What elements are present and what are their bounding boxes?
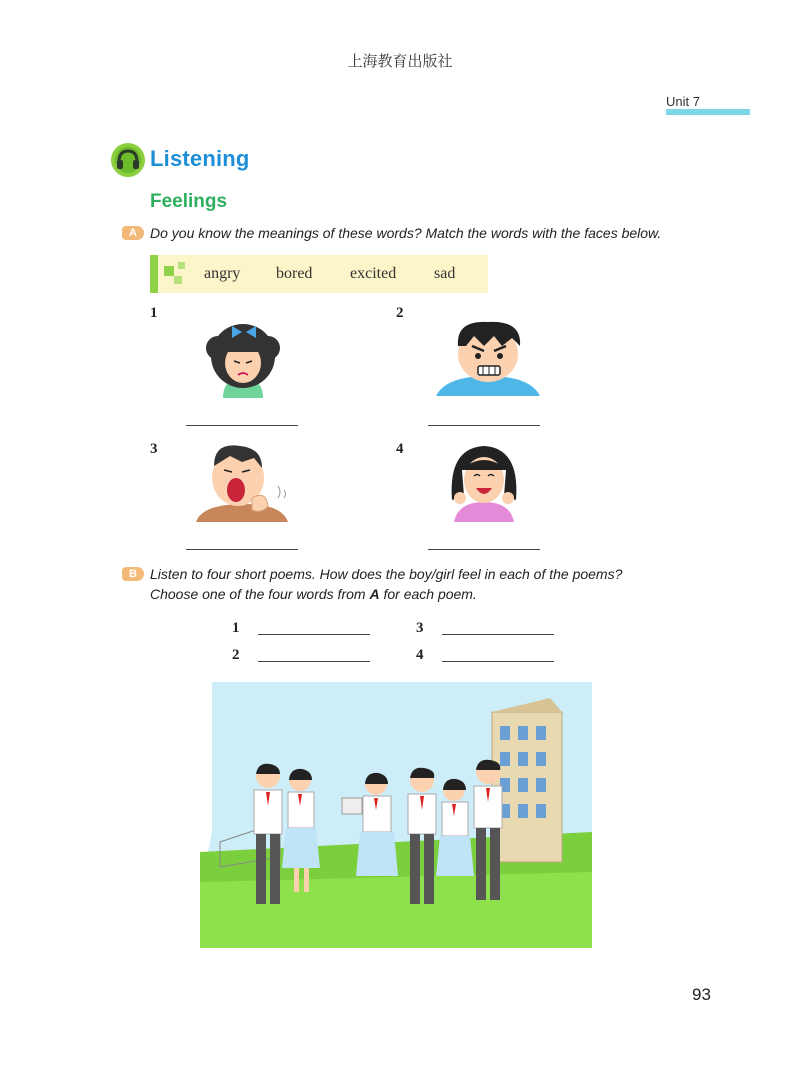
part-a-tag: A <box>122 226 144 240</box>
word-excited: excited <box>350 265 397 282</box>
answer-blank-2[interactable] <box>428 425 540 426</box>
students-on-school-field-illustration-icon <box>200 682 592 948</box>
school-building <box>492 698 562 862</box>
word-box-square <box>164 266 174 276</box>
sad-girl-face-icon <box>198 318 288 398</box>
headphones-icon <box>110 142 146 178</box>
poem-number-4: 4 <box>416 647 424 663</box>
poem-blank-4[interactable] <box>442 661 554 662</box>
answer-blank-3[interactable] <box>186 549 298 550</box>
part-b-tag: B <box>122 567 144 581</box>
word-bored: bored <box>276 265 313 282</box>
poem-number-1: 1 <box>232 620 240 636</box>
section-subtitle: Feelings <box>150 191 228 212</box>
word-box-square-small <box>174 276 182 284</box>
unit-label: Unit 7 <box>666 94 700 109</box>
unit-bar <box>666 109 750 115</box>
section-title: Listening <box>150 146 250 171</box>
answer-blank-1[interactable] <box>186 425 298 426</box>
part-b-instruction-text: Choose one of the four words from <box>150 586 370 602</box>
poem-number-3: 3 <box>416 620 424 636</box>
word-box-square-tiny <box>178 262 185 269</box>
word-box-accent <box>150 255 158 293</box>
poem-number-2: 2 <box>232 647 240 663</box>
publisher-name: 上海教育出版社 <box>347 52 453 70</box>
poem-blank-3[interactable] <box>442 634 554 635</box>
angry-man-face-icon <box>436 316 540 396</box>
poem-blank-2[interactable] <box>258 661 370 662</box>
item-number-4: 4 <box>396 441 404 457</box>
item-number-3: 3 <box>150 441 158 457</box>
part-a-instruction: Do you know the meanings of these words? Match the words with the faces below. <box>150 225 662 241</box>
part-b-instruction-line1: Listen to four short poems. How does the boy/girl feel in each of the poems? <box>150 566 623 582</box>
word-angry: angry <box>204 265 241 282</box>
bored-yawning-boy-face-icon <box>196 440 292 522</box>
word-sad: sad <box>434 265 456 282</box>
excited-girl-face-icon <box>444 440 524 522</box>
part-b-instruction-end: for each poem. <box>379 586 477 602</box>
answer-blank-4[interactable] <box>428 549 540 550</box>
item-number-2: 2 <box>396 305 404 321</box>
word-box <box>150 255 488 293</box>
part-b-instruction-line2 <box>150 584 477 604</box>
item-number-1: 1 <box>150 305 158 321</box>
poem-blank-1[interactable] <box>258 634 370 635</box>
page-number: 93 <box>692 985 711 1004</box>
part-b-instruction-ref: A <box>369 586 380 602</box>
